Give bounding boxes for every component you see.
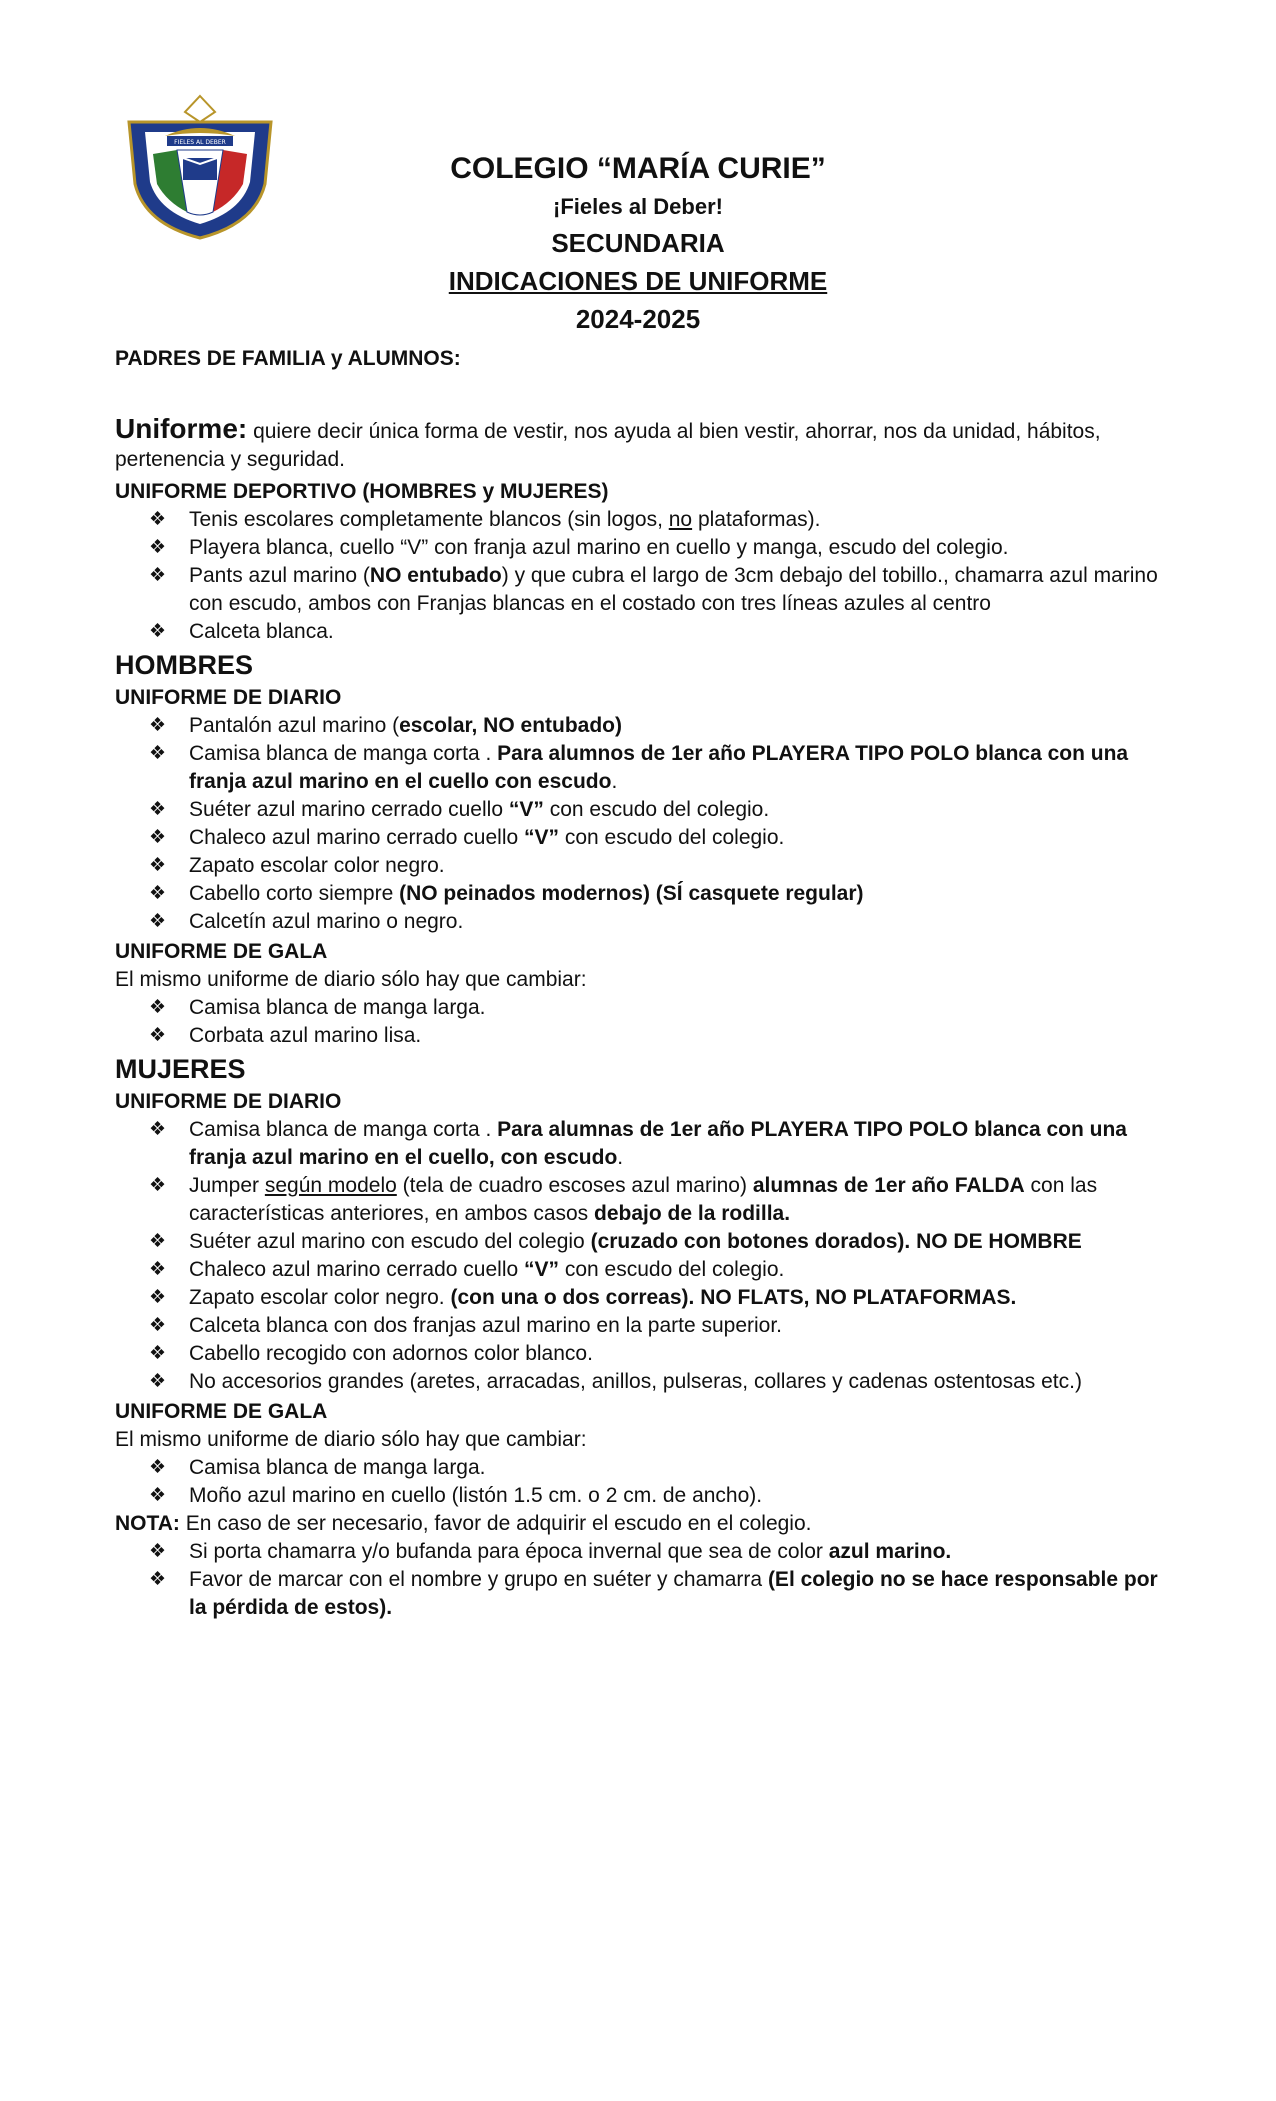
mujeres-gala-heading: UNIFORME DE GALA — [115, 1400, 328, 1423]
list-item — [149, 994, 1175, 1022]
item-text: Chaleco azul marino cerrado cuello — [189, 826, 525, 849]
item-text: Pantalón azul marino ( — [189, 714, 400, 737]
item-text: azul marino. — [828, 1540, 952, 1563]
list-item — [149, 1454, 1175, 1482]
item-text: Para alumnas de 1er año PLAYERA TIPO POLO blanca con una franja azul marino en el cuello, con escudo — [189, 1118, 1127, 1169]
list-item — [149, 562, 1175, 618]
bullet-icon: ❖ — [149, 1485, 167, 1506]
item-text: (El colegio no se hace responsable por la pérdida de estos). — [189, 1568, 1158, 1619]
item-text: Tenis escolares completamente blancos (sin logos, — [189, 508, 669, 531]
item-text: con escudo del colegio. — [559, 1258, 785, 1281]
list-item — [149, 712, 1175, 740]
list-item — [149, 1566, 1175, 1622]
item-text: . — [611, 770, 618, 793]
bullet-icon: ❖ — [149, 855, 167, 876]
bullet-icon: ❖ — [149, 1343, 167, 1364]
list-item — [149, 1256, 1175, 1284]
bullet-icon: ❖ — [149, 911, 167, 932]
deportivo-heading: UNIFORME DEPORTIVO (HOMBRES y MUJERES) — [115, 480, 609, 503]
mujeres-gala-list — [115, 1454, 1175, 1510]
bullet-icon: ❖ — [149, 1287, 167, 1308]
mujeres-heading: MUJERES — [115, 1054, 246, 1084]
mujeres-diario-heading: UNIFORME DE DIARIO — [115, 1090, 342, 1113]
list-item — [149, 740, 1175, 796]
list-item — [149, 1022, 1175, 1050]
list-item — [149, 534, 1175, 562]
item-text: plataformas). — [692, 508, 821, 531]
bullet-icon: ❖ — [149, 1025, 167, 1046]
document-subject: INDICACIONES DE UNIFORME — [448, 266, 828, 296]
bullet-icon: ❖ — [149, 1315, 167, 1336]
item-text: Cabello corto siempre — [189, 882, 400, 905]
bullet-icon: ❖ — [149, 827, 167, 848]
school-motto: ¡Fieles al Deber! — [553, 194, 723, 219]
item-text: según modelo — [264, 1174, 397, 1197]
item-text: con las características anteriores, en ambos casos — [189, 1174, 1098, 1225]
item-text: Cabello recogido con adornos color blanco. — [189, 1342, 593, 1365]
hombres-diario-heading: UNIFORME DE DIARIO — [115, 686, 342, 709]
item-text: (cruzado con botones dorados). NO DE HOMBRE — [590, 1230, 1082, 1253]
item-text: “V” — [524, 826, 560, 849]
list-item — [149, 1482, 1175, 1510]
nota-list — [115, 1538, 1175, 1622]
hombres-gala-heading: UNIFORME DE GALA — [115, 940, 328, 963]
bullet-icon: ❖ — [149, 1259, 167, 1280]
bullet-icon: ❖ — [149, 1457, 167, 1478]
bullet-icon: ❖ — [149, 743, 167, 764]
list-item — [149, 824, 1175, 852]
item-text: Playera blanca, cuello “V” con franja azul marino en cuello y manga, escudo del colegio. — [189, 536, 1009, 559]
intro-lead: Uniforme: — [115, 413, 248, 444]
item-text: Camisa blanca de manga corta . — [189, 1118, 498, 1141]
bullet-icon: ❖ — [149, 1541, 167, 1562]
greeting: PADRES DE FAMILIA y ALUMNOS: — [115, 347, 461, 370]
item-text: no — [668, 508, 693, 531]
list-item — [149, 880, 1175, 908]
item-text: Calcetín azul marino o negro. — [189, 910, 464, 933]
bullet-icon: ❖ — [149, 799, 167, 820]
hombres-heading: HOMBRES — [115, 650, 254, 680]
svg-text:FIELES AL DEBER: FIELES AL DEBER — [174, 139, 226, 146]
item-text: Camisa blanca de manga larga. — [189, 996, 486, 1019]
list-item — [149, 1368, 1175, 1396]
item-text: Moño azul marino en cuello (listón 1.5 cm. o 2 cm. de ancho). — [189, 1484, 763, 1507]
item-text: Para alumnos de 1er año PLAYERA TIPO POLO blanca con una franja azul marino en el cuello con escudo — [189, 742, 1129, 793]
bullet-icon: ❖ — [149, 621, 167, 642]
list-item — [149, 1172, 1175, 1228]
list-item — [149, 852, 1175, 880]
bullet-icon: ❖ — [149, 1175, 167, 1196]
bullet-icon: ❖ — [149, 537, 167, 558]
item-text: “V” — [508, 798, 544, 821]
item-text: debajo de la rodilla. — [594, 1202, 791, 1225]
bullet-icon: ❖ — [149, 509, 167, 530]
bullet-icon: ❖ — [149, 565, 167, 586]
school-title: COLEGIO “MARÍA CURIE” — [450, 152, 826, 185]
item-text: escolar, NO entubado) — [399, 714, 623, 737]
document-body — [115, 345, 1175, 1622]
item-text: Suéter azul marino cerrado cuello — [189, 798, 509, 821]
list-item — [149, 1116, 1175, 1172]
item-text: No accesorios grandes (aretes, arracadas, anillos, pulseras, collares y cadenas ostentosas etc.) — [189, 1370, 1082, 1393]
item-text: (NO peinados modernos) (SÍ casquete regular) — [399, 882, 864, 905]
nota-label: NOTA: — [115, 1512, 180, 1535]
item-text: ) y que cubra el largo de 3cm debajo del tobillo., chamarra azul marino con escudo, ambos con Franjas blancas en el costado con tres líneas azules al centro — [189, 564, 1158, 615]
item-text: Camisa blanca de manga corta . — [189, 742, 498, 765]
list-item — [149, 506, 1175, 534]
item-text: alumnas de 1er año FALDA — [752, 1174, 1025, 1197]
hombres-diario-list — [115, 712, 1175, 936]
list-item — [149, 1538, 1175, 1566]
list-item — [149, 1228, 1175, 1256]
list-item — [149, 1284, 1175, 1312]
item-text: NO entubado — [369, 564, 502, 587]
nota-paragraph — [115, 1510, 1175, 1538]
item-text: Camisa blanca de manga larga. — [189, 1456, 486, 1479]
bullet-icon: ❖ — [149, 1119, 167, 1140]
hombres-gala-intro: El mismo uniforme de diario sólo hay que cambiar: — [115, 968, 587, 991]
item-text: Si porta chamarra y/o bufanda para época invernal que sea de color — [189, 1540, 829, 1563]
bullet-icon: ❖ — [149, 1569, 167, 1590]
item-text: Suéter azul marino con escudo del colegio — [189, 1230, 591, 1253]
school-level: SECUNDARIA — [551, 228, 725, 258]
item-text: . — [617, 1146, 624, 1169]
item-text: (tela de cuadro escoses azul marino) — [396, 1174, 753, 1197]
list-item — [149, 1312, 1175, 1340]
list-item — [149, 618, 1175, 646]
item-text: con escudo del colegio. — [543, 798, 770, 821]
item-text: Corbata azul marino lisa. — [189, 1024, 422, 1047]
hombres-gala-list — [115, 994, 1175, 1050]
bullet-icon: ❖ — [149, 1231, 167, 1252]
mujeres-diario-list — [115, 1116, 1175, 1396]
item-text: con escudo del colegio. — [559, 826, 785, 849]
mujeres-gala-intro: El mismo uniforme de diario sólo hay que cambiar: — [115, 1428, 587, 1451]
item-text: Calceta blanca. — [189, 620, 334, 643]
bullet-icon: ❖ — [149, 997, 167, 1018]
bullet-icon: ❖ — [149, 883, 167, 904]
nota-text: En caso de ser necesario, favor de adquirir el escudo en el colegio. — [179, 1512, 812, 1535]
item-text: Zapato escolar color negro. — [189, 854, 445, 877]
list-item — [149, 1340, 1175, 1368]
list-item — [149, 908, 1175, 936]
item-text: Zapato escolar color negro. — [189, 1286, 451, 1309]
school-year: 2024-2025 — [575, 304, 701, 334]
deportivo-list — [115, 506, 1175, 646]
item-text: Favor de marcar con el nombre y grupo en suéter y chamarra — [189, 1568, 768, 1591]
bullet-icon: ❖ — [149, 1371, 167, 1392]
item-text: (con una o dos correas). NO FLATS, NO PLATAFORMAS. — [450, 1286, 1017, 1309]
item-text: Calceta blanca con dos franjas azul marino en la parte superior. — [189, 1314, 783, 1337]
item-text: Pants azul marino ( — [189, 564, 370, 587]
intro-paragraph — [115, 415, 1175, 474]
bullet-icon: ❖ — [149, 715, 167, 736]
list-item — [149, 796, 1175, 824]
item-text: Chaleco azul marino cerrado cuello — [189, 1258, 525, 1281]
item-text: Jumper — [189, 1174, 265, 1197]
item-text: “V” — [524, 1258, 560, 1281]
intro-text: quiere decir única forma de vestir, nos ayuda al bien vestir, ahorrar, nos da unidad, hábitos, pertenencia y seguridad. — [115, 420, 1101, 471]
